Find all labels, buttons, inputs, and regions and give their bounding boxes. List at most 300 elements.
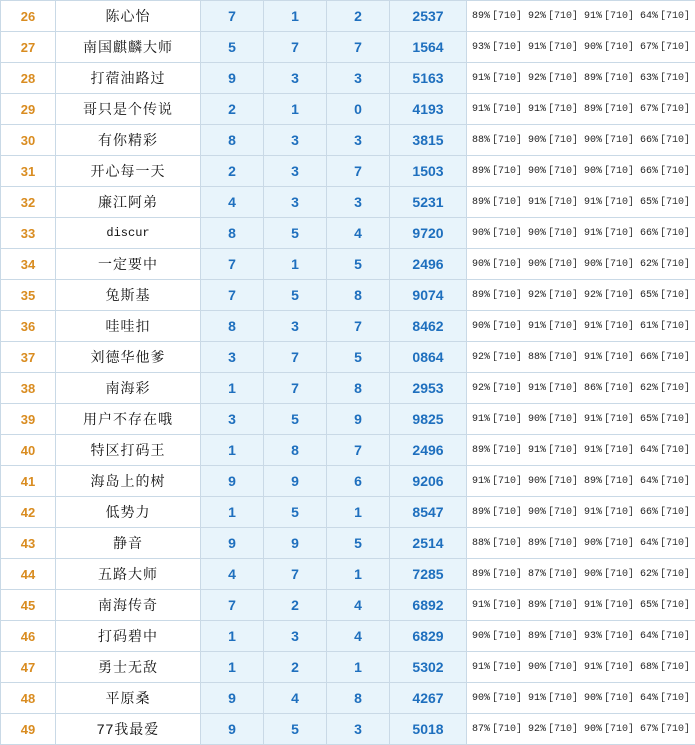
cell-number-1: 7 <box>201 280 264 311</box>
stat-value: 89% <box>528 538 546 549</box>
stat-bracket: [710] <box>660 693 690 704</box>
stat-value: 90% <box>528 414 546 425</box>
stat-value: 87% <box>472 724 490 735</box>
cell-number-2: 9 <box>264 528 327 559</box>
stat-bracket: [710] <box>660 476 690 487</box>
cell-code: 9720 <box>390 218 467 249</box>
stat-bracket: [710] <box>492 476 528 487</box>
cell-number-3: 4 <box>327 590 390 621</box>
stat-bracket: [710] <box>548 73 584 84</box>
cell-name: 特区打码王 <box>56 435 201 466</box>
cell-code: 9206 <box>390 466 467 497</box>
stat-bracket: [710] <box>660 321 690 332</box>
cell-number-1: 1 <box>201 373 264 404</box>
stat-bracket: [710] <box>548 135 584 146</box>
stat-bracket: [710] <box>492 166 528 177</box>
cell-name: 一定要中 <box>56 249 201 280</box>
cell-number-1: 2 <box>201 94 264 125</box>
stat-value: 64% <box>640 538 658 549</box>
stat-bracket: [710] <box>548 166 584 177</box>
table-row[interactable] <box>1 249 695 280</box>
cell-number-1: 9 <box>201 683 264 714</box>
cell-stats <box>467 652 695 683</box>
stat-value: 91% <box>584 507 602 518</box>
stat-bracket: [710] <box>492 352 528 363</box>
stat-value: 64% <box>640 631 658 642</box>
cell-number-1: 9 <box>201 714 264 745</box>
stat-value: 68% <box>640 662 658 673</box>
cell-rank: 42 <box>1 497 56 528</box>
stat-value: 90% <box>584 538 602 549</box>
stat-bracket: [710] <box>604 259 640 270</box>
stat-bracket: [710] <box>660 73 690 84</box>
stat-value: 90% <box>584 724 602 735</box>
stat-value: 66% <box>640 228 658 239</box>
cell-number-1: 1 <box>201 621 264 652</box>
stat-value: 65% <box>640 197 658 208</box>
cell-code: 6892 <box>390 590 467 621</box>
stat-bracket: [710] <box>548 600 584 611</box>
stat-bracket: [710] <box>492 600 528 611</box>
cell-code: 1564 <box>390 32 467 63</box>
cell-number-3: 1 <box>327 497 390 528</box>
cell-rank: 47 <box>1 652 56 683</box>
cell-name: 平原桑 <box>56 683 201 714</box>
stat-bracket: [710] <box>604 11 640 22</box>
stat-value: 90% <box>528 228 546 239</box>
stat-bracket: [710] <box>548 321 584 332</box>
cell-code: 2514 <box>390 528 467 559</box>
stat-bracket: [710] <box>492 631 528 642</box>
stat-value: 91% <box>528 197 546 208</box>
cell-rank: 32 <box>1 187 56 218</box>
cell-code: 4193 <box>390 94 467 125</box>
cell-stats <box>467 404 695 435</box>
stat-bracket: [710] <box>660 414 690 425</box>
table-row[interactable] <box>1 63 695 94</box>
stat-value: 64% <box>640 693 658 704</box>
cell-number-3: 6 <box>327 466 390 497</box>
stat-bracket: [710] <box>548 507 584 518</box>
cell-rank: 36 <box>1 311 56 342</box>
cell-stats <box>467 311 695 342</box>
table-row[interactable] <box>1 528 695 559</box>
cell-number-3: 8 <box>327 683 390 714</box>
stat-value: 90% <box>472 228 490 239</box>
cell-name: 哇哇扣 <box>56 311 201 342</box>
stat-value: 89% <box>584 73 602 84</box>
table-row[interactable] <box>1 621 695 652</box>
cell-rank: 33 <box>1 218 56 249</box>
stat-bracket: [710] <box>660 538 690 549</box>
stat-bracket: [710] <box>492 135 528 146</box>
stat-bracket: [710] <box>492 383 528 394</box>
stat-bracket: [710] <box>604 135 640 146</box>
cell-code: 9825 <box>390 404 467 435</box>
cell-stats <box>467 435 695 466</box>
cell-code: 0864 <box>390 342 467 373</box>
cell-stats <box>467 590 695 621</box>
stat-bracket: [710] <box>548 569 584 580</box>
cell-rank: 30 <box>1 125 56 156</box>
cell-code: 2496 <box>390 435 467 466</box>
stat-bracket: [710] <box>660 445 690 456</box>
cell-number-2: 3 <box>264 125 327 156</box>
cell-stats <box>467 683 695 714</box>
stat-value: 91% <box>584 414 602 425</box>
cell-rank: 44 <box>1 559 56 590</box>
cell-rank: 26 <box>1 1 56 32</box>
cell-number-3: 8 <box>327 280 390 311</box>
stat-bracket: [710] <box>492 11 528 22</box>
cell-stats <box>467 373 695 404</box>
table-row[interactable] <box>1 466 695 497</box>
stat-bracket: [710] <box>492 290 528 301</box>
stat-bracket: [710] <box>492 662 528 673</box>
stat-value: 91% <box>528 383 546 394</box>
stat-value: 89% <box>472 197 490 208</box>
stat-bracket: [710] <box>548 11 584 22</box>
stat-bracket: [710] <box>604 197 640 208</box>
stat-value: 66% <box>640 166 658 177</box>
cell-rank: 43 <box>1 528 56 559</box>
cell-name: 有你精彩 <box>56 125 201 156</box>
stat-bracket: [710] <box>492 228 528 239</box>
cell-name: 南海传奇 <box>56 590 201 621</box>
stat-bracket: [710] <box>492 445 528 456</box>
stat-value: 91% <box>472 73 490 84</box>
cell-number-2: 3 <box>264 63 327 94</box>
table-row[interactable] <box>1 218 695 249</box>
stat-value: 91% <box>584 321 602 332</box>
cell-number-1: 1 <box>201 652 264 683</box>
cell-name: 打蓿油路过 <box>56 63 201 94</box>
cell-name: 开心每一天 <box>56 156 201 187</box>
table-row[interactable] <box>1 156 695 187</box>
stat-value: 65% <box>640 290 658 301</box>
cell-number-2: 7 <box>264 32 327 63</box>
cell-name: 打码碧中 <box>56 621 201 652</box>
cell-code: 2953 <box>390 373 467 404</box>
table-row[interactable] <box>1 311 695 342</box>
table-row[interactable] <box>1 32 695 63</box>
table-row[interactable] <box>1 590 695 621</box>
stat-value: 88% <box>472 135 490 146</box>
cell-number-2: 8 <box>264 435 327 466</box>
cell-name: 勇士无敌 <box>56 652 201 683</box>
table-row[interactable] <box>1 652 695 683</box>
stat-value: 91% <box>528 693 546 704</box>
cell-number-3: 3 <box>327 714 390 745</box>
cell-number-3: 5 <box>327 249 390 280</box>
cell-number-1: 7 <box>201 249 264 280</box>
cell-rank: 49 <box>1 714 56 745</box>
cell-rank: 39 <box>1 404 56 435</box>
cell-number-2: 7 <box>264 342 327 373</box>
cell-name: 南海彩 <box>56 373 201 404</box>
cell-rank: 41 <box>1 466 56 497</box>
stat-bracket: [710] <box>660 104 690 115</box>
stat-value: 90% <box>528 166 546 177</box>
stat-value: 91% <box>584 228 602 239</box>
stat-value: 90% <box>584 42 602 53</box>
cell-number-2: 3 <box>264 621 327 652</box>
table-row[interactable] <box>1 497 695 528</box>
stat-bracket: [710] <box>660 569 690 580</box>
cell-number-2: 5 <box>264 497 327 528</box>
cell-number-3: 7 <box>327 32 390 63</box>
stat-bracket: [710] <box>548 445 584 456</box>
cell-rank: 48 <box>1 683 56 714</box>
cell-number-3: 9 <box>327 404 390 435</box>
cell-number-2: 3 <box>264 156 327 187</box>
table-row[interactable] <box>1 404 695 435</box>
stat-bracket: [710] <box>660 197 690 208</box>
cell-stats <box>467 249 695 280</box>
stat-value: 90% <box>584 259 602 270</box>
cell-code: 1503 <box>390 156 467 187</box>
stat-bracket: [710] <box>604 352 640 363</box>
stat-value: 90% <box>528 135 546 146</box>
cell-name: 南国麒麟大师 <box>56 32 201 63</box>
cell-number-2: 1 <box>264 94 327 125</box>
cell-number-1: 4 <box>201 187 264 218</box>
stat-value: 90% <box>584 693 602 704</box>
stat-bracket: [710] <box>548 290 584 301</box>
stat-value: 88% <box>472 538 490 549</box>
stat-bracket: [710] <box>548 352 584 363</box>
stat-value: 91% <box>584 445 602 456</box>
cell-stats <box>467 621 695 652</box>
stat-value: 89% <box>528 600 546 611</box>
stat-value: 65% <box>640 600 658 611</box>
stat-value: 67% <box>640 724 658 735</box>
stat-bracket: [710] <box>660 507 690 518</box>
stat-value: 89% <box>528 631 546 642</box>
stat-bracket: [710] <box>548 631 584 642</box>
stat-value: 89% <box>472 166 490 177</box>
stat-bracket: [710] <box>604 104 640 115</box>
cell-number-1: 9 <box>201 528 264 559</box>
cell-number-3: 4 <box>327 218 390 249</box>
stat-bracket: [710] <box>492 259 528 270</box>
table-row[interactable] <box>1 187 695 218</box>
cell-number-1: 7 <box>201 1 264 32</box>
stat-value: 90% <box>528 476 546 487</box>
stat-bracket: [710] <box>660 228 690 239</box>
cell-stats <box>467 280 695 311</box>
cell-number-3: 3 <box>327 63 390 94</box>
cell-name: 刘德华他爹 <box>56 342 201 373</box>
stat-bracket: [710] <box>604 538 640 549</box>
cell-number-3: 2 <box>327 1 390 32</box>
cell-stats <box>467 497 695 528</box>
stat-bracket: [710] <box>548 383 584 394</box>
stat-bracket: [710] <box>492 197 528 208</box>
stat-value: 92% <box>528 290 546 301</box>
cell-number-2: 9 <box>264 466 327 497</box>
table-row[interactable] <box>1 280 695 311</box>
stat-bracket: [710] <box>604 569 640 580</box>
cell-number-2: 7 <box>264 559 327 590</box>
cell-rank: 45 <box>1 590 56 621</box>
stat-value: 66% <box>640 352 658 363</box>
cell-number-3: 5 <box>327 342 390 373</box>
cell-number-2: 1 <box>264 1 327 32</box>
stat-bracket: [710] <box>660 166 690 177</box>
stat-bracket: [710] <box>660 662 690 673</box>
cell-number-2: 5 <box>264 280 327 311</box>
stat-value: 90% <box>472 693 490 704</box>
stat-value: 89% <box>472 507 490 518</box>
table-row[interactable] <box>1 94 695 125</box>
stat-bracket: [710] <box>548 228 584 239</box>
stat-value: 93% <box>584 631 602 642</box>
cell-code: 8462 <box>390 311 467 342</box>
cell-number-1: 4 <box>201 559 264 590</box>
stat-bracket: [710] <box>604 693 640 704</box>
stat-value: 90% <box>584 569 602 580</box>
cell-rank: 35 <box>1 280 56 311</box>
cell-stats <box>467 125 695 156</box>
table-row[interactable] <box>1 683 695 714</box>
stat-bracket: [710] <box>548 724 584 735</box>
stat-value: 89% <box>472 290 490 301</box>
cell-rank: 40 <box>1 435 56 466</box>
table-row[interactable] <box>1 342 695 373</box>
stat-bracket: [710] <box>604 600 640 611</box>
stat-value: 92% <box>528 73 546 84</box>
table-row[interactable] <box>1 714 695 745</box>
cell-name: 海岛上的树 <box>56 466 201 497</box>
cell-stats <box>467 156 695 187</box>
stat-bracket: [710] <box>548 42 584 53</box>
table-row[interactable] <box>1 125 695 156</box>
stat-value: 90% <box>472 631 490 642</box>
cell-number-3: 7 <box>327 156 390 187</box>
cell-stats <box>467 466 695 497</box>
stat-value: 62% <box>640 569 658 580</box>
cell-number-3: 0 <box>327 94 390 125</box>
stat-value: 90% <box>584 166 602 177</box>
stat-value: 91% <box>584 600 602 611</box>
stat-value: 91% <box>584 662 602 673</box>
stat-bracket: [710] <box>492 569 528 580</box>
stat-value: 91% <box>528 445 546 456</box>
cell-number-2: 3 <box>264 311 327 342</box>
stat-value: 67% <box>640 42 658 53</box>
ranking-table-body <box>1 1 695 745</box>
cell-number-2: 4 <box>264 683 327 714</box>
stat-bracket: [710] <box>604 476 640 487</box>
cell-code: 5231 <box>390 187 467 218</box>
cell-name: 哥只是个传说 <box>56 94 201 125</box>
stat-bracket: [710] <box>660 631 690 642</box>
cell-name: 静音 <box>56 528 201 559</box>
cell-rank: 37 <box>1 342 56 373</box>
cell-code: 5163 <box>390 63 467 94</box>
cell-rank: 34 <box>1 249 56 280</box>
cell-code: 5018 <box>390 714 467 745</box>
stat-value: 63% <box>640 73 658 84</box>
cell-name: 陈心怡 <box>56 1 201 32</box>
cell-stats <box>467 528 695 559</box>
stat-bracket: [710] <box>604 631 640 642</box>
stat-bracket: [710] <box>660 383 690 394</box>
cell-code: 8547 <box>390 497 467 528</box>
cell-stats <box>467 218 695 249</box>
cell-number-1: 7 <box>201 590 264 621</box>
stat-value: 88% <box>528 352 546 363</box>
stat-bracket: [710] <box>604 662 640 673</box>
cell-number-3: 7 <box>327 435 390 466</box>
cell-rank: 31 <box>1 156 56 187</box>
table-row[interactable] <box>1 1 695 32</box>
cell-name: 用户不存在哦 <box>56 404 201 435</box>
cell-rank: 28 <box>1 63 56 94</box>
stat-value: 90% <box>528 259 546 270</box>
stat-bracket: [710] <box>604 290 640 301</box>
stat-value: 91% <box>472 414 490 425</box>
cell-number-2: 5 <box>264 714 327 745</box>
stat-bracket: [710] <box>660 724 690 735</box>
stat-bracket: [710] <box>660 135 690 146</box>
stat-bracket: [710] <box>548 414 584 425</box>
stat-bracket: [710] <box>492 42 528 53</box>
stat-value: 89% <box>472 445 490 456</box>
table-row[interactable] <box>1 559 695 590</box>
cell-number-1: 8 <box>201 218 264 249</box>
cell-number-1: 1 <box>201 497 264 528</box>
stat-value: 91% <box>528 42 546 53</box>
stat-value: 91% <box>472 104 490 115</box>
stat-value: 90% <box>584 135 602 146</box>
table-row[interactable] <box>1 435 695 466</box>
cell-name: 五路大师 <box>56 559 201 590</box>
table-row[interactable] <box>1 373 695 404</box>
stat-bracket: [710] <box>492 104 528 115</box>
stat-bracket: [710] <box>492 321 528 332</box>
cell-stats <box>467 32 695 63</box>
stat-value: 93% <box>472 42 490 53</box>
cell-number-3: 7 <box>327 311 390 342</box>
stat-bracket: [710] <box>604 166 640 177</box>
stat-bracket: [710] <box>660 600 690 611</box>
stat-bracket: [710] <box>492 724 528 735</box>
cell-code: 7285 <box>390 559 467 590</box>
stat-value: 62% <box>640 383 658 394</box>
stat-bracket: [710] <box>492 538 528 549</box>
stat-bracket: [710] <box>604 724 640 735</box>
stat-value: 92% <box>584 290 602 301</box>
stat-bracket: [710] <box>492 73 528 84</box>
stat-value: 66% <box>640 507 658 518</box>
cell-number-1: 8 <box>201 125 264 156</box>
cell-code: 6829 <box>390 621 467 652</box>
stat-bracket: [710] <box>604 73 640 84</box>
cell-code: 9074 <box>390 280 467 311</box>
stat-value: 89% <box>584 104 602 115</box>
cell-number-2: 3 <box>264 187 327 218</box>
cell-code: 2537 <box>390 1 467 32</box>
stat-value: 92% <box>472 383 490 394</box>
cell-number-1: 3 <box>201 342 264 373</box>
stat-value: 89% <box>472 11 490 22</box>
cell-stats <box>467 94 695 125</box>
cell-stats <box>467 63 695 94</box>
stat-value: 86% <box>584 383 602 394</box>
cell-number-2: 7 <box>264 373 327 404</box>
